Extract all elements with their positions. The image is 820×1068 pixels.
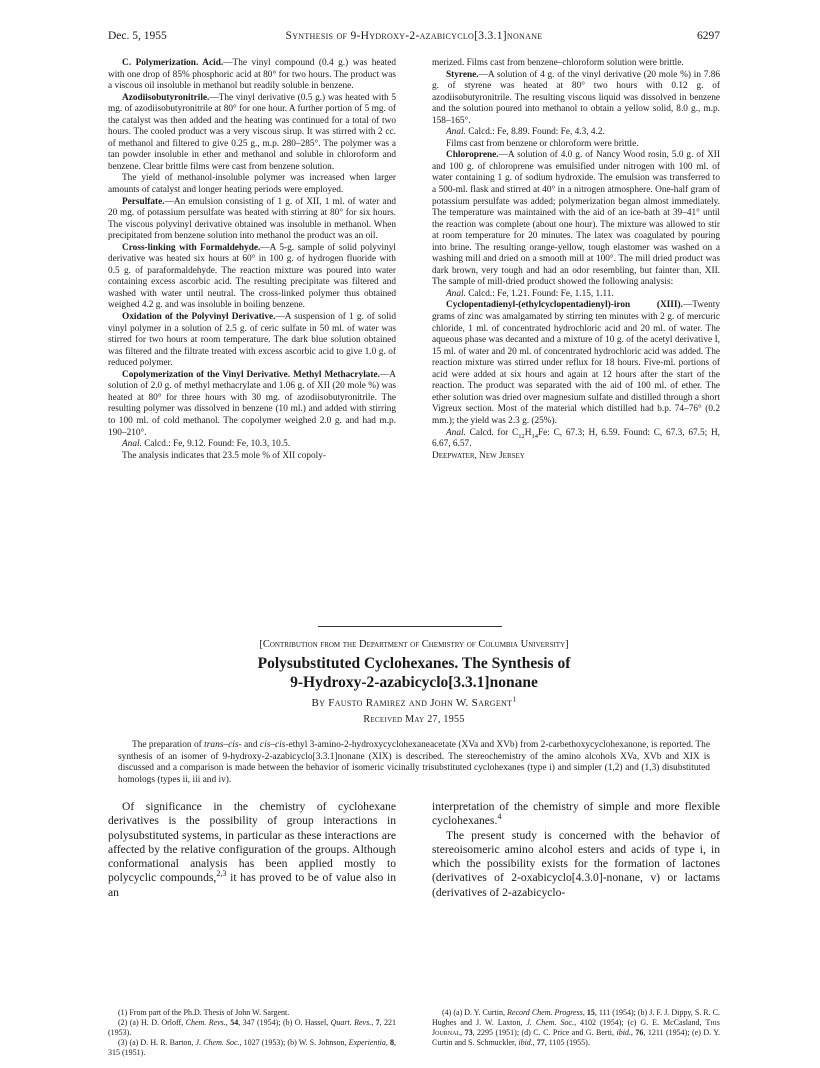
author-byline: By Fausto Ramirez and John W. Sargent$^1$ bbox=[311, 694, 517, 709]
paragraph-persulfate: Persulfate.—An emulsion consisting of 1 g. of XII, 1 ml. of water and 20 mg. of potassium persulfate was heated with stirring at 80° for six hours. The viscous polyvinyl derivative obtained was insoluble in methanol. When precipitated from benzene solution into methanol the product was an oil. bbox=[108, 196, 396, 242]
contribution-line: [Contribution from the Department of Chemistry of Columbia University] bbox=[259, 639, 569, 650]
previous-article-right-column bbox=[432, 58, 720, 462]
paragraph-analysis-note: The analysis indicates that 23.5 mole % of XII copoly- bbox=[122, 450, 326, 461]
issue-date: Dec. 5, 1955 bbox=[108, 30, 167, 42]
heading-polymerization-acid: C. Polymerization. Acid. bbox=[122, 58, 224, 68]
paragraph-chloroprene: Chloroprene.—A solution of 4.0 g. of Nancy Wood rosin, 5.0 g. of XII and 100 g. of chloroprene was emulsified under nitrogen with 100 ml. of water containing 1 g. of sodium hydroxide. The emulsion was transferred to a 500-ml. flask and stirred at 40° in a nitrogen atmosphere. One-half gram of potassium persulfate was added; polymerization began almost immediately. The temperature was maintained with the aid of an ice-bath at 39–41° until the reaction was complete (about one hour). The mixture was allowed to stir at room temperature for 20 minutes. The latex was coagulated by pouring into brine. The resulting orange-yellow, tough elastomer was washed on a washing mill and dried on a smooth mill at 100°. The mill dried product was dark brown, very tough and had an odor resembling, but fainter than, XII. The sample of mill-dried product showed the following analysis: bbox=[432, 150, 720, 288]
analysis-line-4: Anal. Calcd. for $C_{12}H_{14}Fe$: C, 67.3; H, 6.59. Found: C, 67.3, 67.5; H, 6.67, 6.57. bbox=[432, 427, 721, 450]
footnotes-right bbox=[432, 1008, 720, 1048]
footnote-1: (1) From part of the Ph.D. Thesis of John W. Sargent. bbox=[118, 1008, 290, 1017]
author-1: Fausto Ramirez bbox=[328, 697, 406, 709]
paragraph-crosslinking: Cross-linking with Formaldehyde.—A 5-g. sample of solid polyvinyl derivative was heated six hours at 60° in 100 g. of hydrogen fluoride with 0.5 g. of paraformaldehyde. The reaction mixture was poured into water containing excess ascorbic acid. The resulting precipitate was filtered and washed with water until neutral. The cross-linked polymer thus obtained weighed 4.2 g. and was insoluble in boiling benzene. bbox=[108, 242, 396, 311]
heading-styrene: Styrene. bbox=[446, 69, 479, 80]
article-title-line-1: Polysubstituted Cyclohexanes. The Synthesis of bbox=[257, 655, 571, 672]
analysis-line-1: Anal. Calcd.: Fe, 9.12. Found: Fe, 10.3, 10.5. bbox=[122, 439, 291, 450]
running-head bbox=[108, 30, 720, 46]
footnote-2: (2) (a) H. D. Orloff, Chem. Revs., 54, 347 (1954); (b) O. Hassel, Quart. Revs., 7, 221 (1953). bbox=[108, 1018, 397, 1037]
body-paragraph-1: Of significance in the chemistry of cyclohexane derivatives is the possibility of group interactions in polysubstituted systems, in particular as these interactions are affected by the relative configuration of the groups. Although conformational analysis has been applied mostly to polycyclic compounds,$^{2,3}$ it has proved to be of value also in an bbox=[108, 800, 396, 899]
location-signature: Deepwater, New Jersey bbox=[432, 450, 525, 461]
paragraph-azodiisobutyronitrile: Azodiisobutyronitrile.—The vinyl derivative (0.5 g.) was heated with 5 mg. of azodiisobutyronitrile at 80° for one hour. A further portion of 5 mg. of the catalyst was then added and the heating was continued for a total of two hours. The cooled product was a very viscous sirup. It was stirred with 2 cc. of methanol and filtered to give 0.25 g., m.p. 280–285°. The polymer was a tan powder insoluble in ether and methanol and soluble in chloroform and benzene. Clear brittle films were cast from benzene solution. bbox=[108, 92, 396, 172]
paragraph-cyclopentadienyl: Cyclopentadienyl-(ethylcyclopentadienyl)-iron (XIII).—Twenty grams of zinc was amalgamated by stirring ten minutes with 2 g. of mercuric chloride, 1 ml. of concentrated hydrochloric acid and 20 ml. of water. The aqueous phase was decanted and a mixture of 10 g. of the acetyl derivative I, 15 ml. of water and 20 ml. of concentrated hydrochloric acid was added. The reaction mixture was stirred under reflux for 18 hours. Five-ml. portions of acid were added at six hours and again at 12 hours after the start of the reaction. The product was separated with the aid of 100 ml. of ether. The ether solution was dried over magnesium sulfate and distilled through a short Vigreux section. Most of the material which distilled had b.p. 74–76° (0.2 mm.); the yield was 2.3 g. (25%). bbox=[432, 300, 720, 426]
paragraph-yield-note: The yield of methanol-insoluble polymer was increased when larger amounts of catalyst and longer heating periods were employed. bbox=[108, 173, 396, 196]
author-2: John W. Sargent bbox=[430, 697, 513, 709]
previous-article-left-column bbox=[108, 58, 396, 462]
abstract bbox=[118, 740, 710, 786]
article-title-line-2: 9-Hydroxy-2-azabicyclo[3.3.1]nonane bbox=[290, 674, 538, 691]
paragraph-polymerization-acid: C. Polymerization. Acid.—The vinyl compound (0.4 g.) was heated with one drop of 85% phosphoric acid at 80° for two hours. The product was a viscous oil insoluble in methanol but readily soluble in benzene. bbox=[108, 58, 397, 92]
heading-persulfate: Persulfate. bbox=[122, 196, 165, 207]
paragraph-oxidation: Oxidation of the Polyvinyl Derivative.—A suspension of 1 g. of solid vinyl polymer in a solution of 2.5 g. of ceric sulfate in 50 ml. of water was stirred for two hours at room temperature. The dark blue solution obtained was filtered and the filtrate treated with excess ascorbic acid to give 1.0 g. of reduced polymer. bbox=[108, 312, 396, 369]
article-title bbox=[108, 654, 720, 692]
paragraph-copolymerization: Copolymerization of the Vinyl Derivative. Methyl Methacrylate.—A solution of 2.0 g. of methyl methacrylate and 1.06 g. of XII (20 mole %) was heated at 80° for three hours with 30 mg. of azodiisobutyronitrile. The resulting polymer was dissolved in benzene (10 ml.) and added with stirring to 100 ml. of cold methanol. The copolymer weighed 2.0 g. and had m.p. 190–210°. bbox=[108, 369, 396, 438]
abstract-paragraph: The preparation of trans–cis- and cis–cis-ethyl 3-amino-2-hydroxycyclohexaneacetate (XVa and XVb) from 2-carbethoxycyclohexanone, is reported. The synthesis of an isomer of 9-hydroxy-2-azabicyclo[3.3.1]nonane (XIX) is described. The stereochemistry of the amino alcohols XVa, XVb and XIX is discussed and a comparison is made between the behavior of isomeric vicinally trisubstituted cyclohexanes (type i) and simpler (1,2) and (1,3) disubstituted homologs (types ii, iii and iv). bbox=[118, 740, 710, 785]
footnote-3: (3) (a) D. H. R. Barton, J. Chem. Soc., 1027 (1953); (b) W. S. Johnson, Experientia, 8, 315 (1951). bbox=[108, 1038, 397, 1057]
paragraph-styrene: Styrene.—A solution of 4 g. of the vinyl derivative (20 mole %) in 7.86 g. of styrene was heated at 80° two hours with 0.12 g. of azodiisobutyronitrile. The resulting viscous liquid was dissolved in benzene and the solution poured into methanol to obtain a yellow solid, 8.0 g., m.p. 158–165°. bbox=[432, 69, 720, 126]
analysis-line-2: Anal. Calcd.: Fe, 8.89. Found: Fe, 4.3, 4.2. bbox=[446, 127, 605, 138]
footnotes-left bbox=[108, 1008, 396, 1058]
paragraph-continuation: merized. Films cast from benzene–chloroform solution were brittle. bbox=[432, 58, 684, 68]
section-divider bbox=[318, 626, 502, 627]
heading-crosslinking: Cross-linking with Formaldehyde. bbox=[122, 242, 261, 253]
body-right-column bbox=[432, 800, 720, 900]
footnote-4: (4) (a) D. Y. Curtin, Record Chem. Progress, 15, 111 (1954); (b) J. F. J. Dippy, S. R. C. Hughes and J. W. Laxton, J. Chem. Soc., 4102 (1954); (c) G. E. McCasland, This Journal, 73, 2295 (1951); (d) C. C. Price and G. Berti, ibid., 76, 1211 (1954); (e) D. Y. Curtin and S. Schmuckler, ibid., 77, 1105 (1955). bbox=[432, 1008, 721, 1047]
body-paragraph-2: The present study is concerned with the behavior of stereoisomeric amino alcohol esters and acids of type i, in which the possibility exists for the formation of lactones (derivatives of 2-oxabicyclo[4.3.0]-nonane, v) or lactams (derivatives of 2-azabicyclo- bbox=[432, 828, 720, 899]
heading-cyclopentadienyl: Cyclopentadienyl-(ethylcyclopentadienyl)-iron (XIII). bbox=[446, 300, 683, 311]
received-date: Received May 27, 1955 bbox=[363, 714, 465, 725]
heading-azodiisobutyronitrile: Azodiisobutyronitrile. bbox=[122, 92, 210, 103]
body-left-column bbox=[108, 800, 396, 900]
heading-copolymerization: Copolymerization of the Vinyl Derivative. Methyl Methacrylate. bbox=[122, 369, 380, 380]
paragraph-films-note: Films cast from benzene or chloroform were brittle. bbox=[446, 138, 639, 149]
heading-chloroprene: Chloroprene. bbox=[446, 150, 499, 161]
page-number: 6297 bbox=[697, 30, 720, 42]
body-paragraph-1-continued: interpretation of the chemistry of simple and more flexible cyclohexanes.$^4$ bbox=[432, 800, 720, 828]
heading-oxidation: Oxidation of the Polyvinyl Derivative. bbox=[122, 312, 276, 323]
running-title: Synthesis of 9-Hydroxy-2-azabicyclo[3.3.1]nonane bbox=[285, 30, 543, 42]
analysis-line-3: Anal. Calcd.: Fe, 1.21. Found: Fe, 1.15, 1.11. bbox=[446, 288, 614, 299]
